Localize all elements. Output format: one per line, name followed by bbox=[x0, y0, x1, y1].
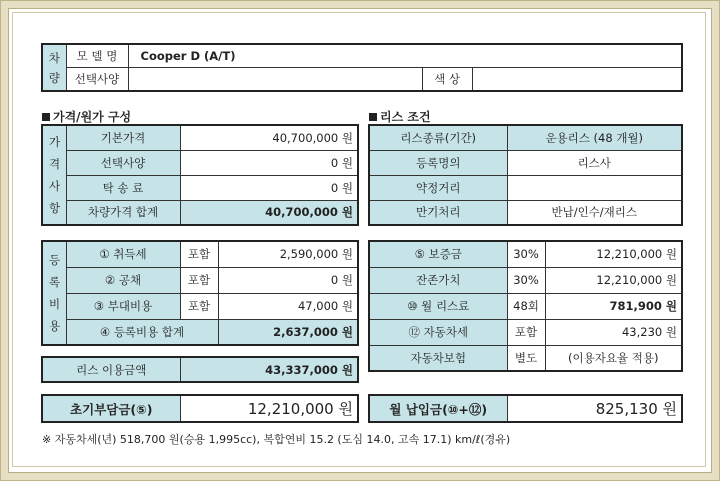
vehicle-side-label: 차량 bbox=[42, 44, 66, 91]
registration-row-label: ② 공채 bbox=[66, 267, 180, 293]
price-row-label: 기본가격 bbox=[66, 125, 180, 150]
lease-cost-rate: 포함 bbox=[507, 319, 545, 345]
price-total-value: 40,700,000 원 bbox=[180, 200, 358, 225]
insurance-rate: 별도 bbox=[507, 345, 545, 371]
color-label: 색 상 bbox=[422, 67, 472, 91]
registration-row-value: 47,000 원 bbox=[218, 293, 358, 319]
options-label: 선택사양 bbox=[66, 67, 128, 91]
lease-terms-label: 등록명의 bbox=[369, 150, 507, 175]
lease-terms-title: 리스 조건 bbox=[369, 108, 431, 125]
price-side-label: 가격사항 bbox=[42, 125, 66, 225]
lease-costs-table bbox=[368, 240, 683, 372]
lease-cost-rate: 30% bbox=[507, 241, 545, 267]
lease-cost-label: ⑫ 자동차세 bbox=[369, 319, 507, 345]
lease-cost-label: ⑤ 보증금 bbox=[369, 241, 507, 267]
price-row-value: 0 원 bbox=[180, 150, 358, 175]
model-label: 모 델 명 bbox=[66, 44, 128, 67]
registration-side-label: 등록비용 bbox=[42, 241, 66, 345]
lease-amount-label: 리스 이용금액 bbox=[42, 357, 180, 382]
insurance-value: (이용자요율 적용) bbox=[545, 345, 682, 371]
lease-cost-value: 12,210,000 원 bbox=[545, 241, 682, 267]
monthly-lease-label: ⑩ 월 리스료 bbox=[369, 293, 507, 319]
registration-total-value: 2,637,000 원 bbox=[218, 319, 358, 345]
initial-payment-value: 12,210,000 원 bbox=[180, 395, 358, 422]
registration-row-include: 포함 bbox=[180, 267, 218, 293]
monthly-payment-table bbox=[368, 394, 683, 423]
lease-terms-value bbox=[507, 175, 682, 200]
insurance-label: 자동차보험 bbox=[369, 345, 507, 371]
registration-row-value: 0 원 bbox=[218, 267, 358, 293]
lease-cost-rate: 48회 bbox=[507, 293, 545, 319]
model-value: Cooper D (A/T) bbox=[128, 44, 682, 67]
lease-terms-value: 운용리스 (48 개월) bbox=[507, 125, 682, 150]
price-section-title: 가격/원가 구성 bbox=[42, 108, 131, 125]
lease-cost-label: 잔존가치 bbox=[369, 267, 507, 293]
price-table bbox=[41, 124, 359, 226]
registration-row-include: 포함 bbox=[180, 293, 218, 319]
lease-amount-table bbox=[41, 356, 359, 383]
monthly-payment-value: 825,130 원 bbox=[507, 395, 682, 422]
price-row-label: 탁 송 료 bbox=[66, 175, 180, 200]
monthly-payment-label: 월 납입금(⑩+⑫) bbox=[369, 395, 507, 422]
footnote: ※ 자동차세(년) 518,700 원(승용 1,995cc), 복합연비 15.2 (도심 14.0, 고속 17.1) km/ℓ(경유) bbox=[42, 433, 511, 446]
initial-payment-label: 초기부담금(⑤) bbox=[42, 395, 180, 422]
lease-terms-value: 리스사 bbox=[507, 150, 682, 175]
price-row-label: 선택사양 bbox=[66, 150, 180, 175]
price-total-label: 차량가격 합계 bbox=[66, 200, 180, 225]
lease-terms-label: 약정거리 bbox=[369, 175, 507, 200]
registration-row-value: 2,590,000 원 bbox=[218, 241, 358, 267]
registration-row-label: ① 취득세 bbox=[66, 241, 180, 267]
registration-total-label: ④ 등록비용 합계 bbox=[66, 319, 218, 345]
price-row-value: 0 원 bbox=[180, 175, 358, 200]
monthly-lease-value: 781,900 원 bbox=[545, 293, 682, 319]
initial-payment-table bbox=[41, 394, 359, 423]
lease-cost-value: 12,210,000 원 bbox=[545, 267, 682, 293]
lease-amount-value: 43,337,000 원 bbox=[180, 357, 358, 382]
vehicle-info-table bbox=[41, 43, 683, 92]
registration-table bbox=[41, 240, 359, 346]
lease-terms-table bbox=[368, 124, 683, 226]
lease-cost-value: 43,230 원 bbox=[545, 319, 682, 345]
registration-row-include: 포함 bbox=[180, 241, 218, 267]
lease-terms-label: 만기처리 bbox=[369, 200, 507, 225]
color-value bbox=[472, 67, 682, 91]
registration-row-label: ③ 부대비용 bbox=[66, 293, 180, 319]
lease-terms-label: 리스종류(기간) bbox=[369, 125, 507, 150]
lease-terms-value: 반납/인수/재리스 bbox=[507, 200, 682, 225]
lease-cost-rate: 30% bbox=[507, 267, 545, 293]
price-row-value: 40,700,000 원 bbox=[180, 125, 358, 150]
options-value bbox=[128, 67, 422, 91]
